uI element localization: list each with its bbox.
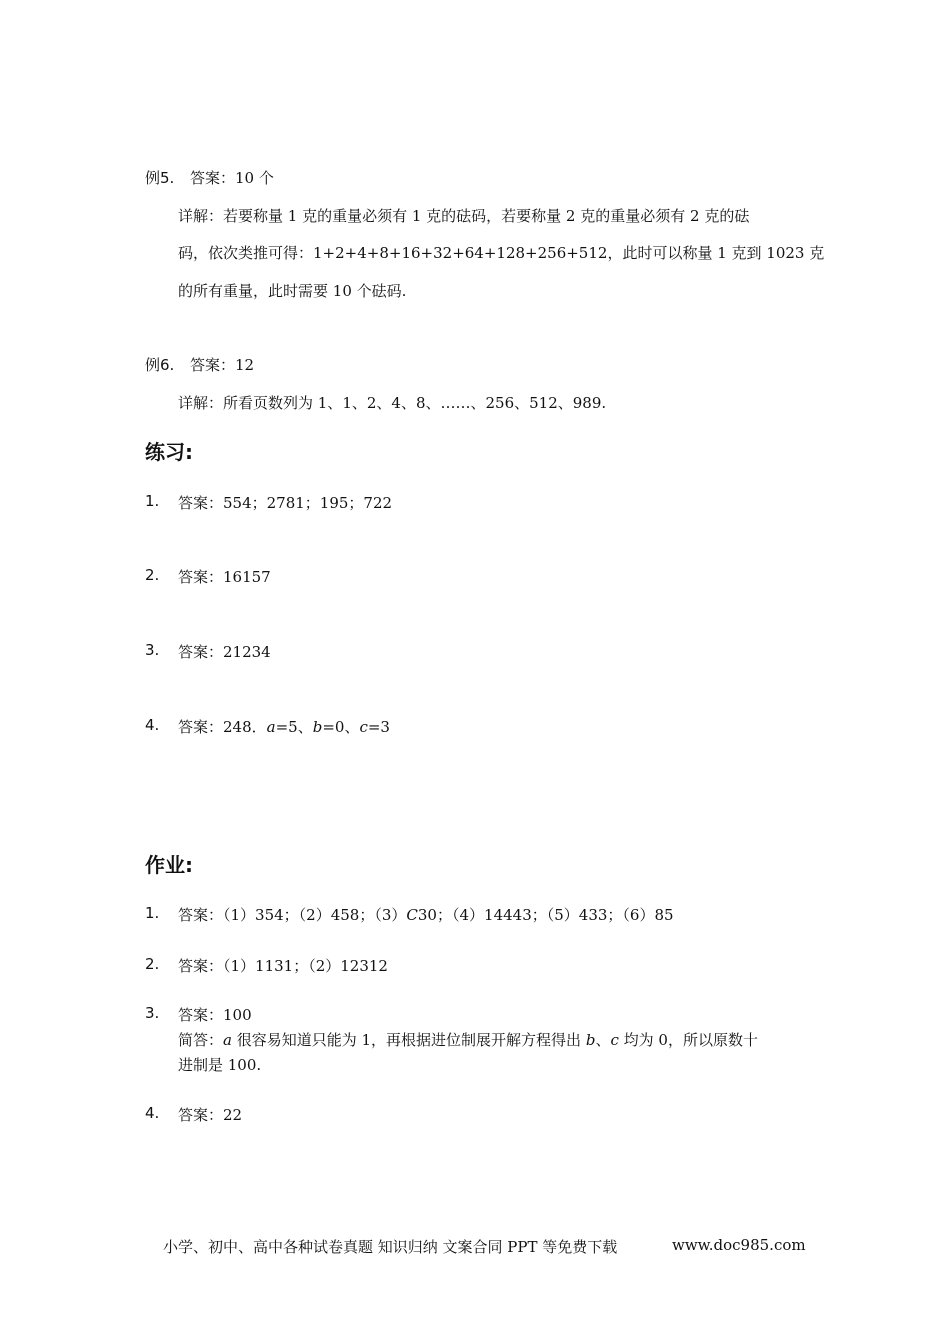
example-5-answer: 答案：10 个 xyxy=(190,169,274,187)
footer-text: 小学、初中、高中各种试卷真题 知识归纳 文案合同 PPT 等免费下载 xyxy=(163,1238,618,1256)
homework-item-3-answer: 答案：100 xyxy=(178,1006,252,1024)
homework-item-4-answer: 答案：22 xyxy=(178,1106,243,1124)
practice-item-1-answer: 答案：554；2781；195；722 xyxy=(178,494,393,512)
practice-item-1-number: 1. xyxy=(145,492,160,510)
footer-url[interactable]: www.doc985.com xyxy=(672,1236,806,1254)
practice-item-3-number: 3. xyxy=(145,641,160,659)
homework-item-3-number: 3. xyxy=(145,1004,160,1022)
practice-heading: 练习: xyxy=(145,440,193,464)
example-6-answer: 答案：12 xyxy=(190,356,255,374)
homework-item-1-answer: 答案：（1）354；（2）458；（3）C30；（4）14443；（5）433；（6）85 xyxy=(178,906,674,924)
example-5-detail-line-2: 码，依次类推可得：1+2+4+8+16+32+64+128+256+512，此时可以称量 1 克到 1023 克 xyxy=(178,244,825,262)
practice-item-4-number: 4. xyxy=(145,716,160,734)
example-5-detail-line-3: 的所有重量，此时需要 10 个砝码. xyxy=(178,282,407,300)
practice-item-2-answer: 答案：16157 xyxy=(178,568,271,586)
homework-item-1-number: 1. xyxy=(145,904,160,922)
practice-item-2-number: 2. xyxy=(145,566,160,584)
homework-item-2-answer: 答案：（1）1131；（2）12312 xyxy=(178,957,388,975)
homework-item-3-brief-line-2: 进制是 100. xyxy=(178,1056,262,1074)
homework-item-2-number: 2. xyxy=(145,955,160,973)
example-6-detail-line-1: 详解：所看页数列为 1、1、2、4、8、……、256、512、989. xyxy=(178,394,607,412)
practice-item-4-answer: 答案：248．a=5、b=0、c=3 xyxy=(178,718,390,736)
example-5-detail-line-1: 详解：若要称量 1 克的重量必须有 1 克的砝码，若要称量 2 克的重量必须有 2 克的砝 xyxy=(178,207,750,225)
practice-item-3-answer: 答案：21234 xyxy=(178,643,271,661)
homework-item-4-number: 4. xyxy=(145,1104,160,1122)
homework-heading: 作业: xyxy=(145,853,193,877)
example-6-label: 例6. xyxy=(145,356,175,374)
example-5-label: 例5. xyxy=(145,169,175,187)
homework-item-3-brief-line-1: 简答：a 很容易知道只能为 1，再根据进位制展开解方程得出 b、c 均为 0，所以原数十 xyxy=(178,1031,758,1049)
